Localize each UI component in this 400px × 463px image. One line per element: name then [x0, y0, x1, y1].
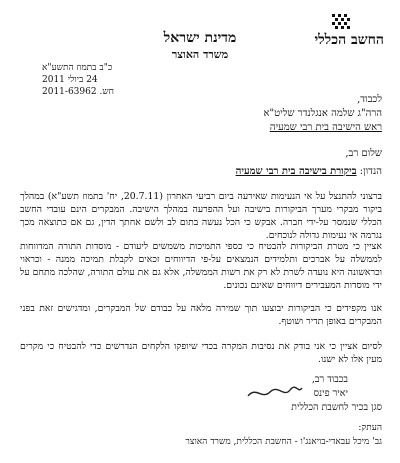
subject-label: הנדון:	[359, 166, 382, 177]
closing-regards: בכבוד רב,	[311, 374, 348, 385]
cc-title: העתק:	[358, 423, 382, 433]
subject-value: ביקורת בישיבה בית רבי שמעיה	[235, 166, 357, 177]
body-paragraph-4: לסיום אציין כי אני בודק את נסיבות המקרה בכדי שיופקו הלקחים הנדרשים כדי להבטיח כי מקרים מעין אלו לא ישנו.	[20, 341, 382, 365]
recipient-to: לכבוד,	[357, 94, 382, 105]
logo-text: החשב הכללי	[314, 32, 384, 48]
recipient-role: ראש הישיבה בית רבי שמעיה	[269, 122, 382, 133]
body-paragraph-3: אנו מקפידים כי הביקורות יבוצעו תוך שמירה מלאה על כבודם של המבקרים, ומדגישים זאת בפני המבקרים באופן תדיר ושוטף.	[20, 303, 382, 327]
body-paragraph-1: ברצוני להתנצל על אי הנעימות שאירעה ביום רביעי האחרון (20.7.11, יח' בתמוז תשע"א) במהלך ביקור מבקרי מערך הביקורות בישיבה ועל ההפרעה במהלך הישיבה. המבקרים הינם עובדי החשב הכללי שנמסר על-ידי חברה. אבקש כי הכל נעשה בתום לב ולשם אחתך הדין, גם אם כתוצאה מכך נגרמה אי נעימות גדולה לנוכחים.	[20, 191, 382, 241]
hebrew-date: כ"ב בתמוז התשע"א	[42, 63, 113, 73]
cc-recipient: גב' מיכל עבאדי-בויאנג'ו - החשבת הכללית, משרד האוצר	[185, 437, 382, 447]
recipient-name: הרה"ג שלמה אנגלנדר שליט"א	[263, 108, 382, 119]
signer-name: יאיר פינס	[313, 388, 348, 399]
ministry-logo-icon	[332, 14, 352, 32]
subject-line	[236, 166, 382, 177]
signer-title: סגן בכיר לחשבת הכללית	[291, 402, 382, 413]
gregorian-date: 24 ביולי 2011	[42, 75, 98, 85]
body-paragraph-2: אציין כי מטרת הביקורות להבטיח כי כספי התמיכות משמשים ליעודם - מוסדות התורה המדווחות לממשלה על אברכים ותלמידים הנמצאים על-פי הדיווחים זכאים לקבלת תמיכה ממנה - וכראוי וכראשונה היא נועדה לשרת לא רק את רשות הממשלה, אלא גם את עולם התורה, שהלכה מתחם על ידי מוסדות המעבירים דיווחים שאינם נכונים.	[20, 241, 382, 291]
state-title: מדינת ישראל	[163, 30, 237, 46]
signature-icon	[244, 384, 304, 402]
ministry-title: משרד האוצר	[171, 48, 229, 61]
reference-number: חש. 2011-63962	[42, 87, 114, 97]
greeting: שלום רב,	[345, 148, 382, 159]
